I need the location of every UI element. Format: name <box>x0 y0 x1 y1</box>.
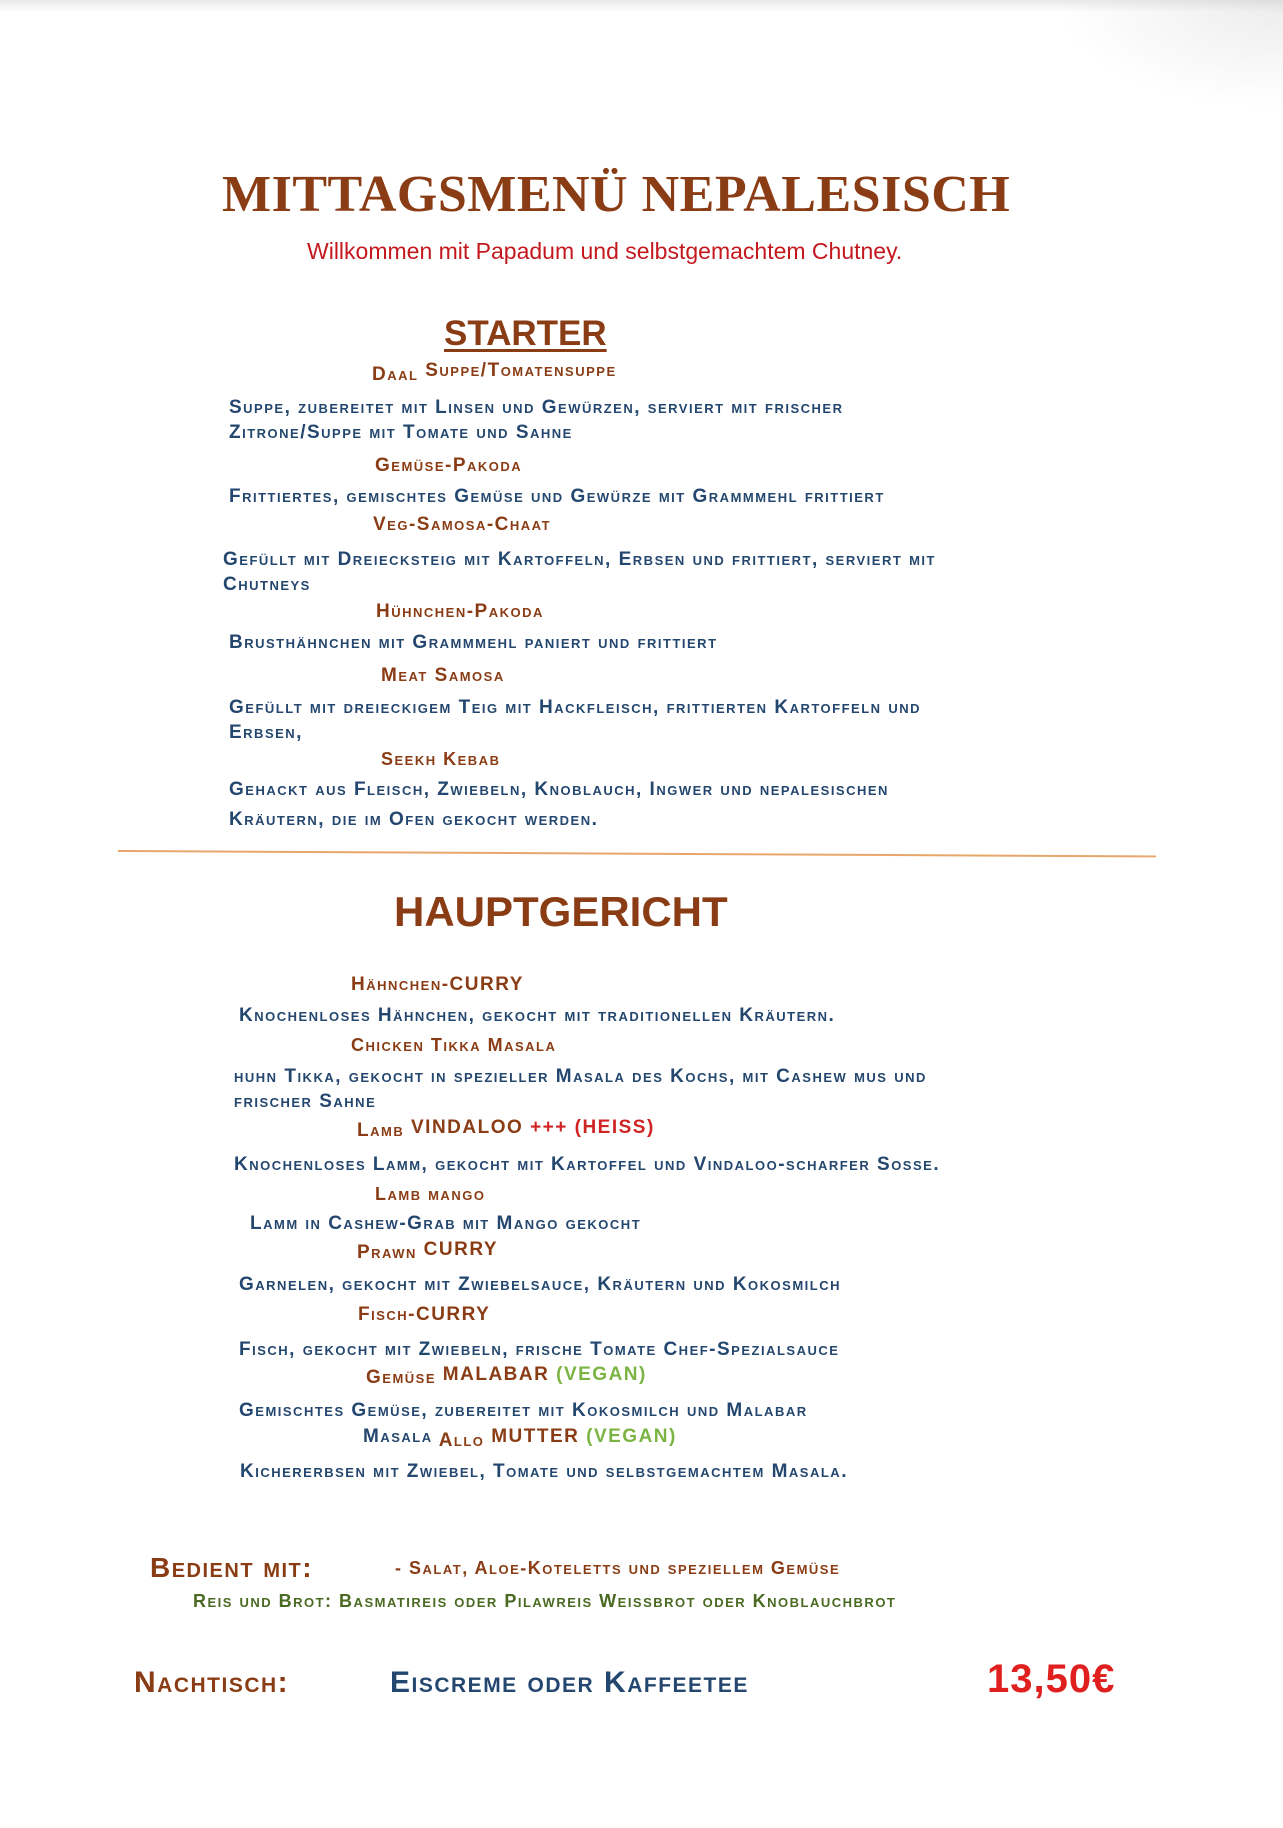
dish-description: Kräutern, die im Ofen gekocht werden. <box>229 809 599 830</box>
dish-description: Gehackt aus Fleisch, Zwiebeln, Knoblauch, Ingwer und nepalesischen <box>229 779 889 800</box>
dish-name: Hühnchen-Pakoda <box>376 601 544 622</box>
dish-name-part: VINDALOO <box>411 1117 524 1138</box>
dish-name: Fisch-CURRY <box>358 1304 491 1325</box>
served-with-text: - Salat, Aloe-Koteletts und speziellem Gemüse <box>395 1558 841 1578</box>
dish-name-part: CURRY <box>423 1239 499 1260</box>
corner-shadow <box>1053 0 1283 110</box>
dish-name-part: Prawn <box>357 1242 417 1263</box>
heat-level-label: +++ (HEISS) <box>530 1117 655 1138</box>
dish-name <box>357 1239 499 1264</box>
main-course-heading: HAUPTGERICHT <box>394 888 728 935</box>
dish-name: Chicken Tikka Masala <box>351 1035 557 1055</box>
dish-description: Suppe, zubereitet mit Linsen und Gewürzen, serviert mit frischer <box>229 397 844 418</box>
rice-and-bread: Reis und Brot: Basmatireis oder Pilawreis Weissbrot oder Knoblauchbrot <box>193 1591 897 1611</box>
dish-description: huhn Tikka, gekocht in spezieller Masala des Kochs, mit Cashew mus und <box>234 1066 927 1087</box>
dish-name-part: Lamb <box>357 1120 405 1141</box>
dish-name-part: MALABAR <box>442 1364 550 1385</box>
menu-price: 13,50€ <box>987 1657 1116 1701</box>
dish-name: Veg-Samosa-Chaat <box>373 514 552 535</box>
served-with-label: Bedient mit: <box>150 1552 314 1583</box>
dish-name-part: Allo <box>438 1430 485 1451</box>
dish-description: Brusthähnchen mit Grammmehl paniert und frittiert <box>229 632 718 653</box>
dish-name: Seekh Kebab <box>381 749 501 769</box>
dish-name: Gemüse-Pakoda <box>375 455 523 476</box>
dish-name-part: MUTTER <box>491 1426 580 1447</box>
vegan-label: (VEGAN) <box>556 1364 647 1385</box>
dish-description: Gefüllt mit Dreiecksteig mit Kartoffeln, Erbsen und frittiert, serviert mit <box>223 549 936 570</box>
dessert-text: Eiscreme oder Kaffeetee <box>390 1666 749 1699</box>
menu-title: MITTAGSMENÜ NEPALESISCH <box>222 166 1011 223</box>
dish-name: Lamb mango <box>375 1184 486 1204</box>
dish-name: Meat Samosa <box>381 665 505 686</box>
dish-name <box>372 360 617 386</box>
vegan-label: (VEGAN) <box>586 1426 677 1447</box>
section-divider <box>118 850 1156 857</box>
dish-name-part: Gemüse <box>366 1367 437 1388</box>
dish-description: Gemischtes Gemüse, zubereitet mit Kokosmilch und Malabar <box>239 1400 808 1421</box>
dish-description: Garnelen, gekocht mit Zwiebelsauce, Kräutern und Kokosmilch <box>239 1274 841 1295</box>
welcome-line: Willkommen mit Papadum und selbstgemachtem Chutney. <box>307 238 903 264</box>
dish-name-part: Suppe/Tomatensuppe <box>425 360 617 381</box>
dish-description: frischer Sahne <box>234 1091 377 1112</box>
dish-name <box>363 1428 677 1450</box>
dessert-label: Nachtisch: <box>134 1666 290 1699</box>
dish-description: Kichererbsen mit Zwiebel, Tomate und selbstgemachtem Masala. <box>240 1461 848 1482</box>
dish-description: Zitrone/Suppe mit Tomate und Sahne <box>229 422 573 443</box>
dish-description: Knochenloses Hähnchen, gekocht mit traditionellen Kräutern. <box>239 1005 836 1026</box>
dish-description: Fisch, gekocht mit Zwiebeln, frische Tomate Chef-Spezialsauce <box>239 1339 840 1360</box>
dish-description: Gefüllt mit dreieckigem Teig mit Hackfleisch, frittierten Kartoffeln und <box>229 697 921 718</box>
dish-description: Frittiertes, gemischtes Gemüse und Gewürze mit Grammmehl frittiert <box>229 486 885 507</box>
dish-name <box>366 1364 647 1389</box>
dish-description: Lamm in Cashew-Grab mit Mango gekocht <box>250 1213 642 1234</box>
starter-heading: STARTER <box>444 314 607 353</box>
dish-description: Knochenloses Lamm, gekocht mit Kartoffel und Vindaloo-scharfer Sosse. <box>234 1154 941 1175</box>
dish-name-part: Daal <box>372 364 419 385</box>
dish-name <box>357 1117 655 1142</box>
dish-description: Chutneys <box>223 574 311 595</box>
dish-name-part: Masala <box>363 1426 433 1447</box>
dish-name: Hähnchen-CURRY <box>351 974 524 995</box>
dish-description: Erbsen, <box>229 722 303 743</box>
